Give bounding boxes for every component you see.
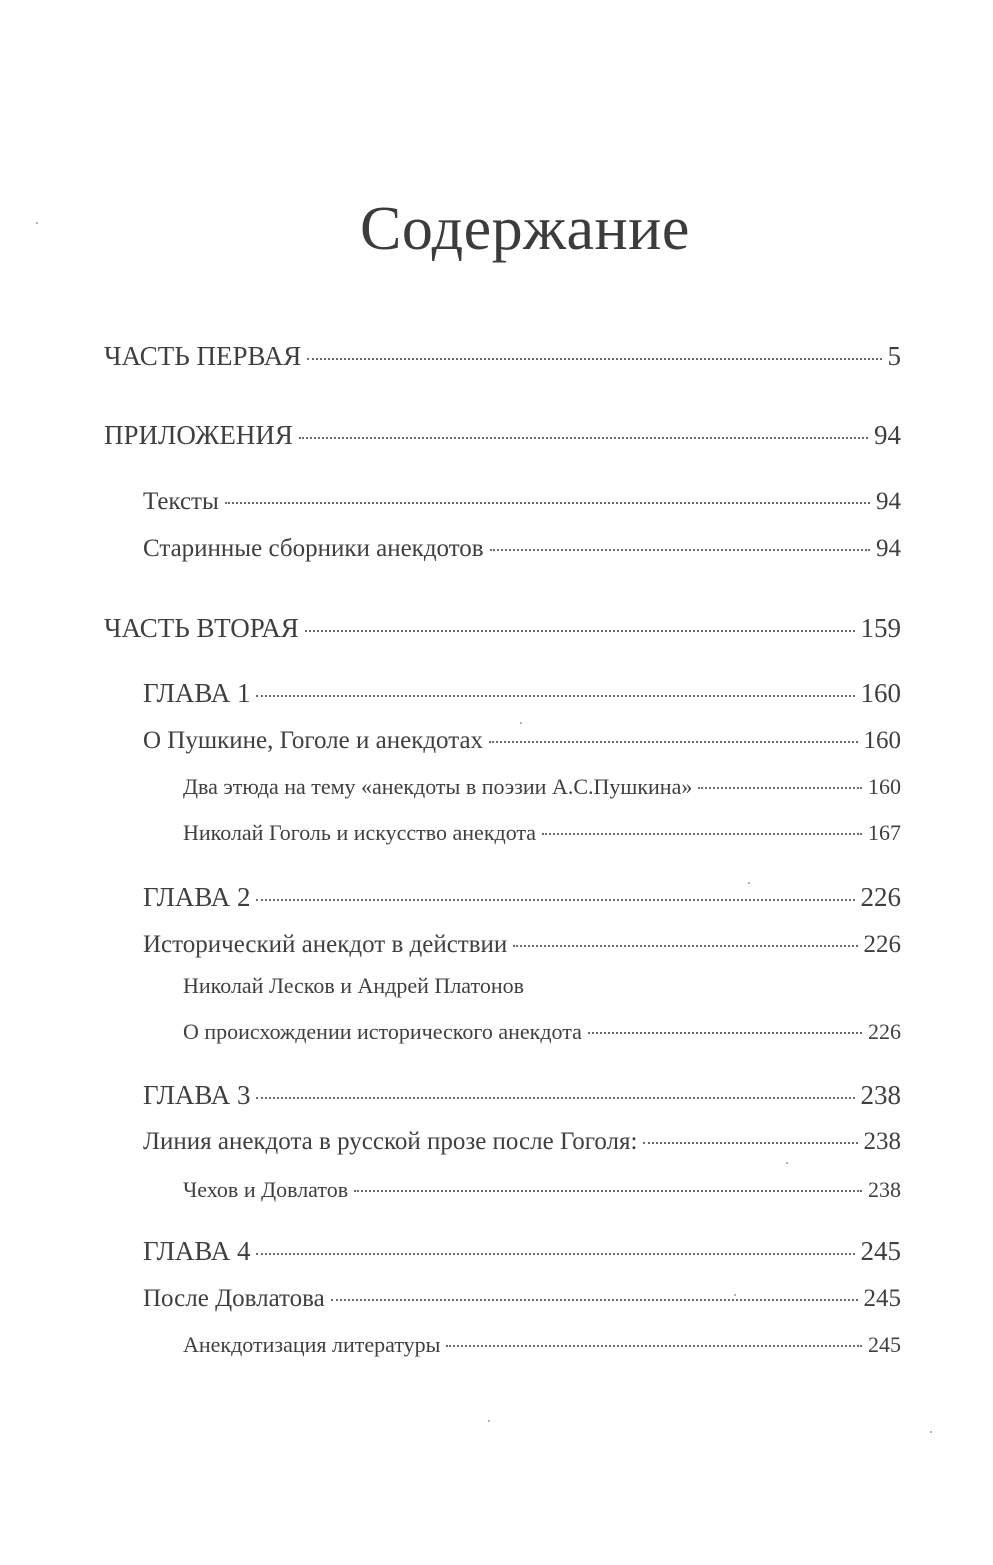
toc-entry-page: 245 (863, 1285, 901, 1312)
toc-entry[interactable] (104, 615, 901, 642)
dot-leader (256, 695, 854, 697)
dot-leader (490, 549, 870, 551)
toc-entry-label: ЧАСТЬ ПЕРВАЯ (104, 341, 302, 371)
dot-leader (256, 1097, 854, 1099)
toc-entry-page: 238 (860, 1080, 901, 1110)
paper-speck (734, 1294, 736, 1296)
toc-entry-label: Два этюда на тему «анекдоты в поэзии А.С.Пушкина» (183, 774, 693, 799)
toc-entry-page: 238 (863, 1128, 901, 1155)
toc-entry-page: 94 (876, 488, 901, 515)
toc-entry[interactable] (143, 680, 901, 707)
dot-leader (225, 502, 870, 504)
dot-leader (305, 630, 855, 632)
toc-entry-label: ГЛАВА 4 (143, 1236, 251, 1266)
toc-entry-label: После Довлатова (143, 1285, 325, 1312)
dot-leader (643, 1142, 857, 1144)
toc-entry-page: 94 (876, 535, 901, 562)
toc-entry-label: О происхождении исторического анекдота (183, 1019, 582, 1044)
toc-entry[interactable] (143, 1129, 901, 1154)
toc-entry-label: Линия анекдота в русской прозе после Гоголя: (143, 1128, 638, 1155)
toc-entry-page: 226 (860, 882, 901, 912)
toc-entry-label: ГЛАВА 2 (143, 882, 251, 912)
toc-entry-label: Николай Гоголь и искусство анекдота (183, 820, 537, 845)
paper-speck (36, 222, 38, 224)
toc-entry[interactable] (183, 822, 901, 844)
toc-entry-page: 94 (874, 420, 901, 450)
toc-entry-label: ГЛАВА 3 (143, 1080, 251, 1110)
toc-entry-label: Чехов и Довлатов (183, 1177, 349, 1202)
toc-entry-page: 226 (863, 931, 901, 958)
toc-entry[interactable] (183, 1021, 901, 1043)
toc-entry-page: 167 (868, 820, 901, 845)
dot-leader (354, 1190, 862, 1192)
dot-leader (299, 437, 868, 439)
dot-leader (489, 741, 857, 743)
toc-entry[interactable] (183, 1179, 901, 1201)
toc-entry-page: 160 (868, 774, 901, 799)
paper-speck (786, 1162, 788, 1164)
dot-leader (331, 1299, 858, 1301)
paper-speck (520, 722, 522, 724)
dot-leader (542, 833, 862, 835)
toc-entry-label: О Пушкине, Гоголе и анекдотах (143, 727, 484, 754)
toc-entry[interactable] (143, 932, 901, 957)
toc-entry-label: Анекдотизация литературы (183, 1332, 441, 1357)
toc-entry[interactable] (104, 343, 901, 370)
toc-entry[interactable] (183, 776, 901, 798)
toc-entry-page: 245 (860, 1236, 901, 1266)
toc-entry-label: ПРИЛОЖЕНИЯ (104, 420, 293, 450)
toc-entry[interactable] (143, 1082, 901, 1109)
toc-entry-page: 160 (863, 727, 901, 754)
dot-leader (256, 899, 854, 901)
paper-speck (488, 1420, 490, 1422)
toc-entry-label: Тексты (143, 488, 219, 515)
toc-entry[interactable] (143, 536, 901, 561)
toc-entry-label: ЧАСТЬ ВТОРАЯ (104, 613, 299, 643)
dot-leader (698, 787, 862, 789)
dot-leader (588, 1032, 862, 1034)
toc-entry-label: ГЛАВА 1 (143, 678, 251, 708)
toc-entry[interactable] (183, 1334, 901, 1356)
toc-entry-page: 245 (868, 1332, 901, 1357)
toc-entry-page: 5 (887, 341, 901, 371)
dot-leader (256, 1253, 854, 1255)
toc-entry-page: 160 (860, 678, 901, 708)
toc-entry[interactable] (143, 489, 901, 514)
toc-entry[interactable] (143, 728, 901, 753)
toc-entry-page: 238 (868, 1177, 901, 1202)
toc-entry-label: Старинные сборники анекдотов (143, 535, 484, 562)
paper-speck (748, 882, 750, 884)
toc-entry-page: 226 (868, 1019, 901, 1044)
page-title: Содержание (360, 195, 690, 263)
toc-entry-page: 159 (860, 613, 901, 643)
dot-leader (446, 1345, 862, 1347)
toc-entry-label: Николай Лесков и Андрей Платонов (183, 973, 524, 998)
toc-entry[interactable] (143, 1286, 901, 1311)
toc-entry[interactable] (143, 884, 901, 911)
toc-entry[interactable] (143, 1238, 901, 1265)
toc-entry[interactable] (104, 422, 901, 449)
toc-entry-label: Исторический анекдот в действии (143, 931, 508, 958)
toc-entry[interactable] (183, 975, 901, 997)
paper-speck (930, 1431, 932, 1433)
dot-leader (513, 945, 857, 947)
dot-leader (307, 358, 881, 360)
